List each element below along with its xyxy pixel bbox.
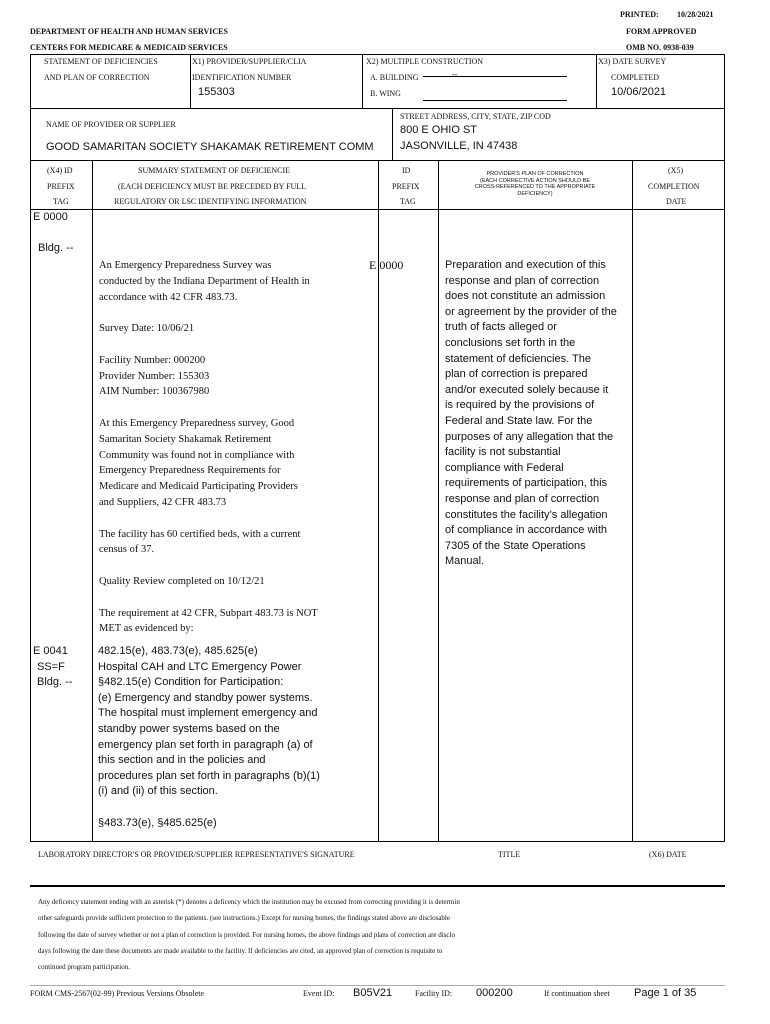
e0041-line: Hospital CAH and LTC Emergency Power (98, 660, 302, 673)
plan-line: truth of facts alleged or (445, 321, 557, 334)
footnote-line: days following the date these documents are made available to the facility. If deficiencies are cited, an approved plan of correction is requisite to (38, 946, 443, 955)
prefix-tag-e0000: E 0000 (369, 258, 404, 272)
provider-name-value: GOOD SAMARITAN SOCIETY SHAKAMAK RETIREMENT COMM (46, 141, 374, 153)
summary-line: AIM Number: 100367980 (99, 386, 210, 398)
summary-line: conducted by the Indiana Department of Health in (99, 275, 310, 287)
e0041-line: standby power systems based on the (98, 722, 280, 735)
wing-label: B. WING (370, 89, 401, 98)
address-line-1: 800 E OHIO ST (400, 124, 478, 136)
x5-header-1: (X5) (668, 166, 684, 175)
summary-line: Community was found not in compliance with (99, 449, 295, 461)
id-header-3: TAG (400, 197, 416, 206)
e0041-line: this section and in the policies and (98, 754, 266, 767)
tag-e0000: E 0000 (33, 211, 68, 223)
provider-id-value: 155303 (198, 86, 235, 98)
e0041-line: procedures plan set forth in paragraphs (b)(1) (98, 769, 320, 782)
summary-line: MET as evidenced by: (99, 623, 194, 635)
summary-line: Medicare and Medicaid Participating Providers (99, 481, 298, 493)
footnote-line: following the date of survey whether or not a plan of correction is provided. For nursing homes, the above findings and plans of correction are disclo (38, 930, 455, 939)
x5-header-3: DATE (666, 197, 687, 206)
plan-line: response and plan of correction (445, 274, 600, 287)
address-label: STREET ADDRESS, CITY, STATE, ZIP COD (400, 112, 551, 121)
statement-label-1: STATEMENT OF DEFICIENCIES (44, 57, 158, 66)
continuation-label: If continuation sheet (544, 989, 610, 998)
summary-line: Samaritan Society Shakamak Retirement (99, 433, 272, 445)
summary-line: The requirement at 42 CFR, Subpart 483.73 is NOT (99, 607, 318, 619)
summary-paragraph (99, 606, 318, 638)
plan-line: compliance with Federal (445, 461, 564, 474)
tag-e0041-scope: SS=F (37, 660, 65, 673)
summary-line: At this Emergency Preparedness survey, Good (99, 417, 295, 429)
bldg-label-1: Bldg. -- (38, 242, 74, 254)
building-label: A. BUILDING (370, 73, 419, 82)
plan-header (438, 171, 632, 197)
plan-line: does not constitute an admission (445, 290, 606, 303)
e0041-line: §482.15(e) Condition for Participation: (98, 676, 284, 689)
event-id-value: B05V21 (353, 987, 393, 999)
e0041-line: 482.15(e), 483.73(e), 485.625(e) (98, 645, 258, 657)
plan-line: Manual. (445, 555, 485, 568)
x4-header-1: (X4) ID (47, 166, 73, 175)
e0041-line: The hospital must implement emergency and (98, 707, 318, 720)
plan-of-correction (445, 258, 617, 570)
event-id-label: Event ID: (303, 989, 335, 998)
summary-header-1: SUMMARY STATEMENT OF DEFICIENCIE (138, 166, 291, 175)
summary-e0000 (99, 258, 318, 637)
plan-line: Federal and State law. For the (445, 414, 593, 427)
plan-line: plan of correction is prepared (445, 368, 588, 381)
summary-line: Emergency Preparedness Requirements for (99, 465, 281, 477)
printed-label: PRINTED: (620, 10, 659, 19)
plan-line: response and plan of correction (445, 492, 600, 505)
x6-date-label: (X6) DATE (649, 850, 687, 859)
x4-header-3: TAG (53, 197, 69, 206)
plan-header-4: DEFICIENCY) (517, 190, 553, 197)
footnote-line: other safeguards provide sufficient protection to the patients. (see instructions.) Except for nursing homes, the findings stated above are disclosable (38, 914, 450, 923)
tag-e0041 (33, 644, 72, 691)
summary-paragraph (99, 527, 318, 559)
plan-line: and/or executed solely because it (445, 383, 609, 396)
facility-id-value: 000200 (476, 987, 513, 999)
e0041-line: §483.73(e), §485.625(e) (98, 816, 217, 829)
summary-header-3: REGULATORY OR LSC IDENTIFYING INFORMATION (114, 197, 307, 206)
summary-header-2: (EACH DEFICIENCY MUST BE PRECEDED BY FULL (118, 182, 307, 191)
e0041-line: (i) and (ii) of this section. (98, 785, 218, 798)
plan-line: Preparation and execution of this (445, 259, 606, 271)
e0041-line: emergency plan set forth in paragraph (a) of (98, 738, 313, 751)
plan-line: 7305 of the State Operations (445, 539, 586, 552)
facility-id-label: Facility ID: (415, 989, 453, 998)
form-number: FORM CMS-2567(02-99) Previous Versions Obsolete (30, 989, 205, 998)
summary-e0041 (98, 644, 320, 831)
omb-number: OMB NO. 0938-039 (626, 43, 694, 52)
summary-line: Survey Date: 10/06/21 (99, 323, 195, 335)
tag-e0041-id: E 0041 (33, 645, 68, 657)
summary-line: Facility Number: 000200 (99, 354, 206, 366)
summary-paragraph (99, 574, 318, 590)
summary-line: The facility has 60 certified beds, with a current (99, 528, 301, 540)
summary-paragraph (99, 258, 318, 305)
statement-label-2: AND PLAN OF CORRECTION (44, 73, 150, 82)
summary-line: An Emergency Preparedness Survey was (99, 260, 272, 271)
footnote-line: continued program participation. (38, 963, 130, 972)
plan-header-2: (EACH CORRECTIVE ACTION SHOULD BE (479, 177, 591, 184)
x1-label-2: IDENTIFICATION NUMBER (192, 73, 292, 82)
plan-line: statement of deficiencies. The (445, 352, 591, 365)
summary-line: census of 37. (99, 544, 155, 556)
x3-label-2: COMPLETED (611, 73, 659, 82)
summary-line: accordance with 42 CFR 483.73. (99, 291, 238, 303)
plan-line: is required by the provisions of (445, 399, 595, 412)
page-number: Page 1 of 35 (634, 987, 697, 999)
plan-line: purposes of any allegation that the (445, 430, 614, 443)
id-header-2: PREFIX (392, 182, 420, 191)
provider-name-label: NAME OF PROVIDER OR SUPPLIER (46, 120, 176, 129)
x4-header-2: PREFIX (47, 182, 75, 191)
x2-label: X2) MULTIPLE CONSTRUCTION (366, 57, 484, 66)
centers-title: CENTERS FOR MEDICARE & MEDICAID SERVICES (30, 43, 228, 52)
summary-line: Provider Number: 155303 (99, 370, 210, 382)
id-header-1: ID (402, 166, 411, 175)
summary-paragraph (99, 321, 318, 337)
survey-date-value: 10/06/2021 (611, 86, 667, 98)
title-label: TITLE (498, 850, 521, 859)
plan-line: facility is not substantial (445, 446, 561, 459)
footnote (38, 894, 460, 975)
x5-header-2: COMPLETION (648, 182, 700, 191)
bldg-label-2: Bldg. -- (37, 676, 73, 689)
signature-label: LABORATORY DIRECTOR'S OR PROVIDER/SUPPLIER REPRESENTATIVE'S SIGNATURE (38, 850, 355, 859)
address-line-2: JASONVILLE, IN 47438 (400, 140, 518, 152)
e0041-line: (e) Emergency and standby power systems. (98, 691, 313, 704)
x1-label-1: X1) PROVIDER/SUPPLIER/CLIA (192, 57, 307, 66)
plan-header-1: PROVIDER'S PLAN OF CORRECTION (486, 171, 584, 177)
summary-paragraph (99, 416, 318, 511)
plan-line: of compliance in accordance with (445, 524, 608, 537)
summary-line: Quality Review completed on 10/12/21 (99, 575, 265, 587)
building-value: -- (452, 70, 458, 79)
x3-label-1: X3) DATE SURVEY (598, 57, 667, 66)
summary-line: and Suppliers, 42 CFR 483.73 (99, 496, 227, 508)
summary-paragraph (99, 353, 318, 400)
footnote-line: Any deficency statement ending with an asterisk (*) denotes a deficency which the institution may be excused from correcting providing it is determin (38, 898, 460, 906)
plan-line: or agreement by the provider of the (445, 305, 617, 318)
plan-header-3: CROSS-REFERENCED TO THE APPROPRIATE (474, 184, 596, 190)
department-title: DEPARTMENT OF HEALTH AND HUMAN SERVICES (30, 27, 228, 36)
printed-date: 10/28/2021 (677, 10, 714, 19)
plan-line: conclusions set forth in the (445, 336, 576, 349)
form-approved: FORM APPROVED (626, 27, 697, 36)
plan-line: requirements of participation, this (445, 477, 608, 490)
plan-line: constitutes the facility’s allegation (445, 508, 608, 521)
